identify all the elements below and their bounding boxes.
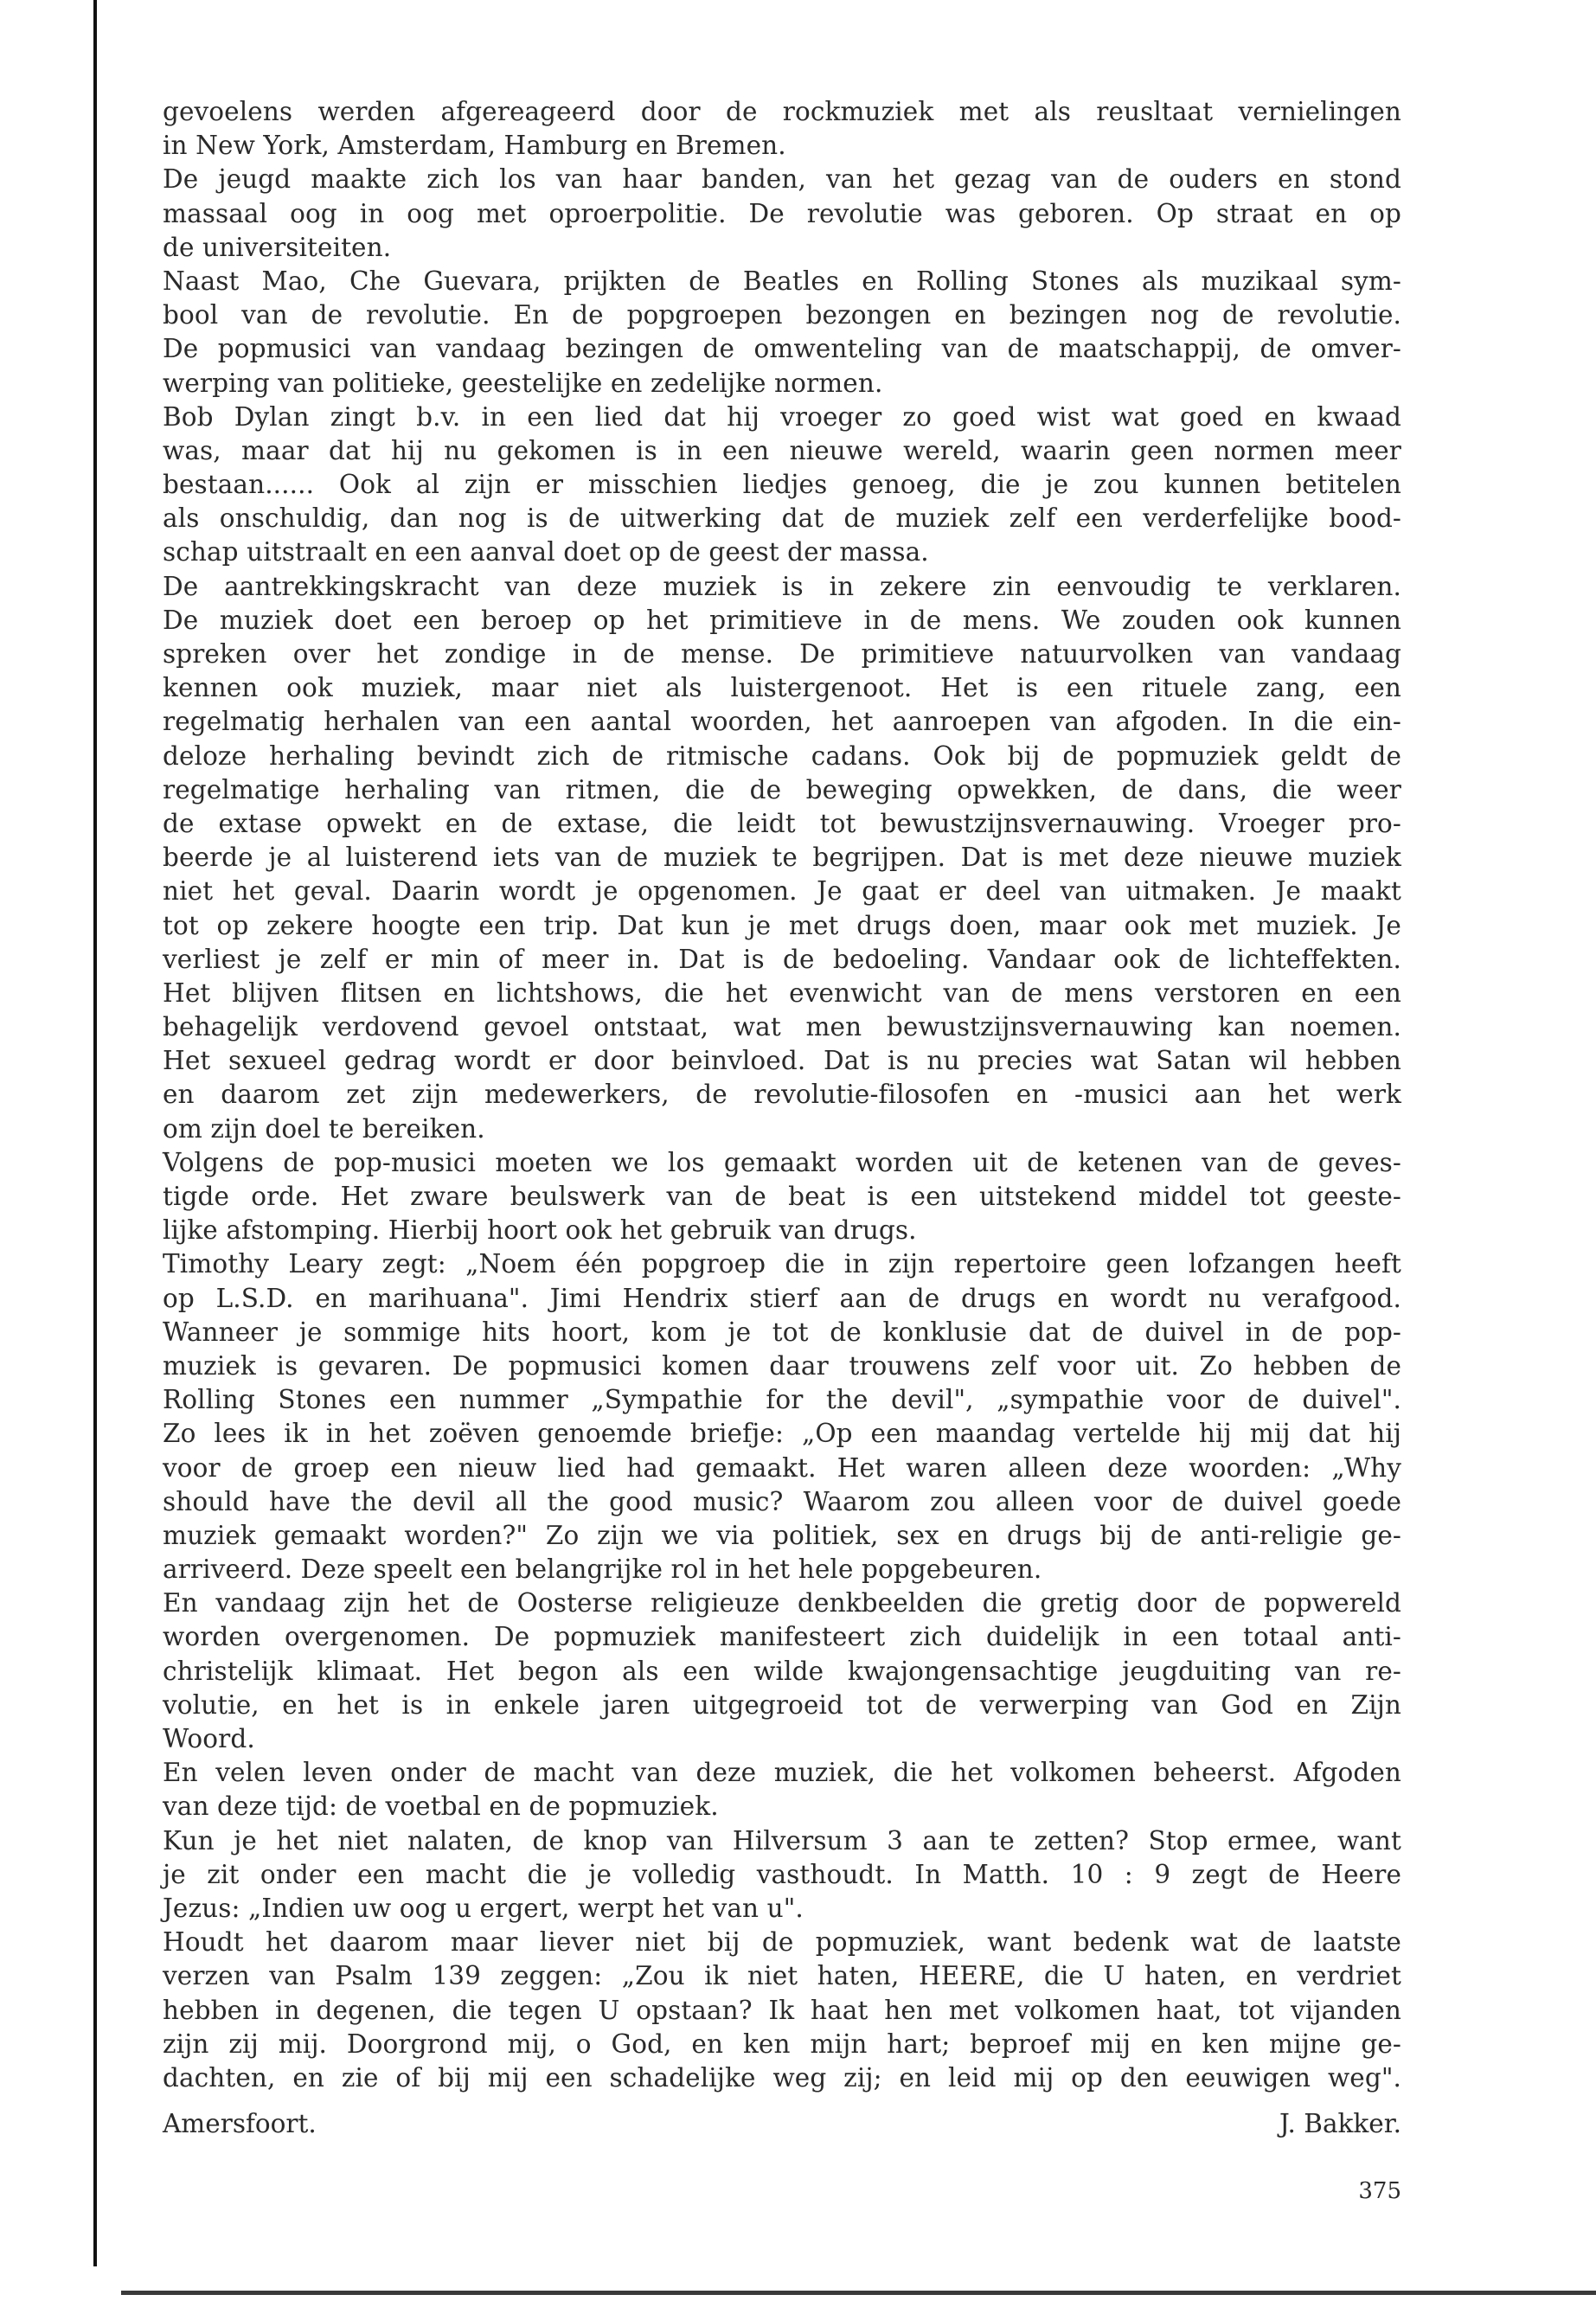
text-line: De jeugd maakte zich los van haar banden, van het gezag van de ouders en stond	[163, 164, 1401, 195]
text-line: niet het geval. Daarin wordt je opgenomen. Je gaat er deel van uitmaken. Je maakt	[163, 876, 1401, 907]
place-line: Amersfoort.	[163, 2109, 317, 2138]
text-line: de universiteiten.	[163, 232, 392, 262]
text-line: Bob Dylan zingt b.v. in een lied dat hij vroeger zo goed wist wat goed en kwaad	[163, 401, 1401, 432]
text-line: als onschuldig, dan nog is de uitwerking dat de muziek zelf een verderfelijke bood-	[163, 503, 1401, 534]
text-line: kennen ook muziek, maar niet als luistergenoot. Het is een rituele zang, een	[163, 673, 1401, 703]
text-line: Jezus: „Indien uw oog u ergert, werpt het van u".	[163, 1893, 804, 1923]
left-margin-rule	[93, 0, 97, 2266]
text-line: bool van de revolutie. En de popgroepen bezongen en bezingen nog de revolutie.	[163, 300, 1401, 330]
text-line: spreken over het zondige in de mense. De primitieve natuurvolken van vandaag	[163, 639, 1401, 669]
text-line: Rolling Stones een nummer „Sympathie for the devil", „sympathie voor de duivel".	[163, 1385, 1401, 1415]
text-line: regelmatig herhalen van een aantal woorden, het aanroepen van afgoden. In die ein-	[163, 707, 1401, 737]
text-line: hebben in degenen, die tegen U opstaan? Ik haat hen met volkomen haat, tot vijanden	[163, 1995, 1401, 2025]
text-line: volutie, en het is in enkele jaren uitgegroeid tot de verwerping van God en Zijn	[163, 1689, 1401, 1720]
page-number: 375	[1358, 2178, 1401, 2204]
article-footer	[163, 2109, 1401, 2138]
bottom-margin-rule	[121, 2291, 1596, 2295]
text-line: om zijn doel te bereiken.	[163, 1113, 485, 1144]
author-signature: J. Bakker.	[1279, 2109, 1401, 2138]
text-line: en daarom zet zijn medewerkers, de revolutie-filosofen en -musici aan het werk	[163, 1080, 1401, 1110]
text-line: Naast Mao, Che Guevara, prijkten de Beatles en Rolling Stones als muzikaal sym-	[163, 266, 1401, 296]
text-line: En velen leven onder de macht van deze muziek, die het volkomen beheerst. Afgoden	[163, 1758, 1401, 1788]
text-line: zijn zij mij. Doorgrond mij, o God, en ken mijn hart; beproef mij en ken mijne ge-	[163, 2029, 1401, 2059]
text-line: Het sexueel gedrag wordt er door beinvloed. Dat is nu precies wat Satan wil hebben	[163, 1046, 1401, 1076]
text-line: worden overgenomen. De popmuziek manifesteert zich duidelijk in een totaal anti-	[163, 1622, 1401, 1652]
text-line: verzen van Psalm 139 zeggen: „Zou ik niet haten, HEERE, die U haten, en verdriet	[163, 1961, 1401, 1991]
text-line: De muziek doet een beroep op het primitieve in de mens. We zouden ook kunnen	[163, 605, 1401, 635]
text-line: op L.S.D. en marihuana". Jimi Hendrix stierf aan de drugs en wordt nu verafgood.	[163, 1283, 1401, 1313]
text-line: christelijk klimaat. Het begon als een wilde kwajongensachtige jeugduiting van re-	[163, 1656, 1401, 1686]
article-body	[163, 95, 1401, 2095]
text-line: Wanneer je sommige hits hoort, kom je tot de konklusie dat de duivel in de pop-	[163, 1317, 1401, 1347]
text-line: Woord.	[163, 1724, 255, 1753]
text-line: lijke afstomping. Hierbij hoort ook het gebruik van drugs.	[163, 1215, 917, 1246]
text-line: massaal oog in oog met oproerpolitie. De revolutie was geboren. Op straat en op	[163, 198, 1401, 228]
text-line: muziek is gevaren. De popmusici komen daar trouwens zelf voor uit. Zo hebben de	[163, 1350, 1401, 1381]
text-line: Het blijven flitsen en lichtshows, die het evenwicht van de mens verstoren en een	[163, 977, 1401, 1008]
text-line: Timothy Leary zegt: „Noem één popgroep die in zijn repertoire geen lofzangen heeft	[163, 1249, 1401, 1279]
text-line: schap uitstraalt en een aanval doet op de geest der massa.	[163, 537, 929, 567]
text-line: En vandaag zijn het de Oosterse religieuze denkbeelden die gretig door de popwereld	[163, 1588, 1401, 1618]
text-line: dachten, en zie of bij mij een schadelijke weg zij; en leid mij op den eeuwigen weg".	[163, 2062, 1401, 2093]
text-line: verliest je zelf er min of meer in. Dat is de bedoeling. Vandaar ook de lichteffekten.	[163, 944, 1401, 974]
text-line: je zit onder een macht die je volledig vasthoudt. In Matth. 10 : 9 zegt de Heere	[163, 1859, 1401, 1889]
text-line: de extase opwekt en de extase, die leidt tot bewustzijnsvernauwing. Vroeger pro-	[163, 808, 1401, 838]
text-line: regelmatige herhaling van ritmen, die de beweging opwekken, de dans, die weer	[163, 774, 1401, 804]
text-line: Zo lees ik in het zoëven genoemde briefje: „Op een maandag vertelde hij mij dat hij	[163, 1419, 1401, 1449]
text-line: tot op zekere hoogte een trip. Dat kun je met drugs doen, maar ook met muziek. Je	[163, 910, 1401, 940]
text-line: Houdt het daarom maar liever niet bij de popmuziek, want bedenk wat de laatste	[163, 1927, 1401, 1958]
text-line: muziek gemaakt worden?" Zo zijn we via politiek, sex en drugs bij de anti-religie ge-	[163, 1520, 1401, 1550]
text-line: gevoelens werden afgereageerd door de rockmuziek met als reusltaat vernielingen	[163, 97, 1401, 126]
text-line: tigde orde. Het zware beulswerk van de beat is een uitstekend middel tot geeste-	[163, 1182, 1401, 1211]
text-line: deloze herhaling bevindt zich de ritmische cadans. Ook bij de popmuziek geldt de	[163, 740, 1401, 771]
text-line: voor de groep een nieuw lied had gemaakt. Het waren alleen deze woorden: „Why	[163, 1452, 1401, 1483]
text-line: beerde je al luisterend iets van de muziek te begrijpen. Dat is met deze nieuwe muziek	[163, 843, 1401, 873]
text-line: Kun je het niet nalaten, de knop van Hilversum 3 aan te zetten? Stop ermee, want	[163, 1825, 1401, 1856]
text-line: in New York, Amsterdam, Hamburg en Bremen.	[163, 131, 786, 161]
text-line: should have the devil all the good music? Waarom zou alleen voor de duivel goede	[163, 1486, 1401, 1516]
text-line: behagelijk verdovend gevoel ontstaat, wat men bewustzijnsvernauwing kan noemen.	[163, 1012, 1401, 1042]
text-line: van deze tijd: de voetbal en de popmuziek.	[163, 1791, 719, 1822]
text-line: werping van politieke, geestelijke en zedelijke normen.	[163, 368, 883, 398]
text-line: was, maar dat hij nu gekomen is in een nieuwe wereld, waarin geen normen meer	[163, 435, 1401, 465]
text-line: bestaan...... Ook al zijn er misschien liedjes genoeg, die je zou kunnen betitelen	[163, 470, 1401, 500]
text-line: Volgens de pop-musici moeten we los gemaakt worden uit de ketenen van de geves-	[163, 1147, 1401, 1177]
text-line: De aantrekkingskracht van deze muziek is in zekere zin eenvoudig te verklaren.	[163, 571, 1401, 601]
text-line: De popmusici van vandaag bezingen de omwenteling van de maatschappij, de omver-	[163, 334, 1401, 364]
text-line: arriveerd. Deze speelt een belangrijke rol in het hele popgebeuren.	[163, 1554, 1042, 1585]
